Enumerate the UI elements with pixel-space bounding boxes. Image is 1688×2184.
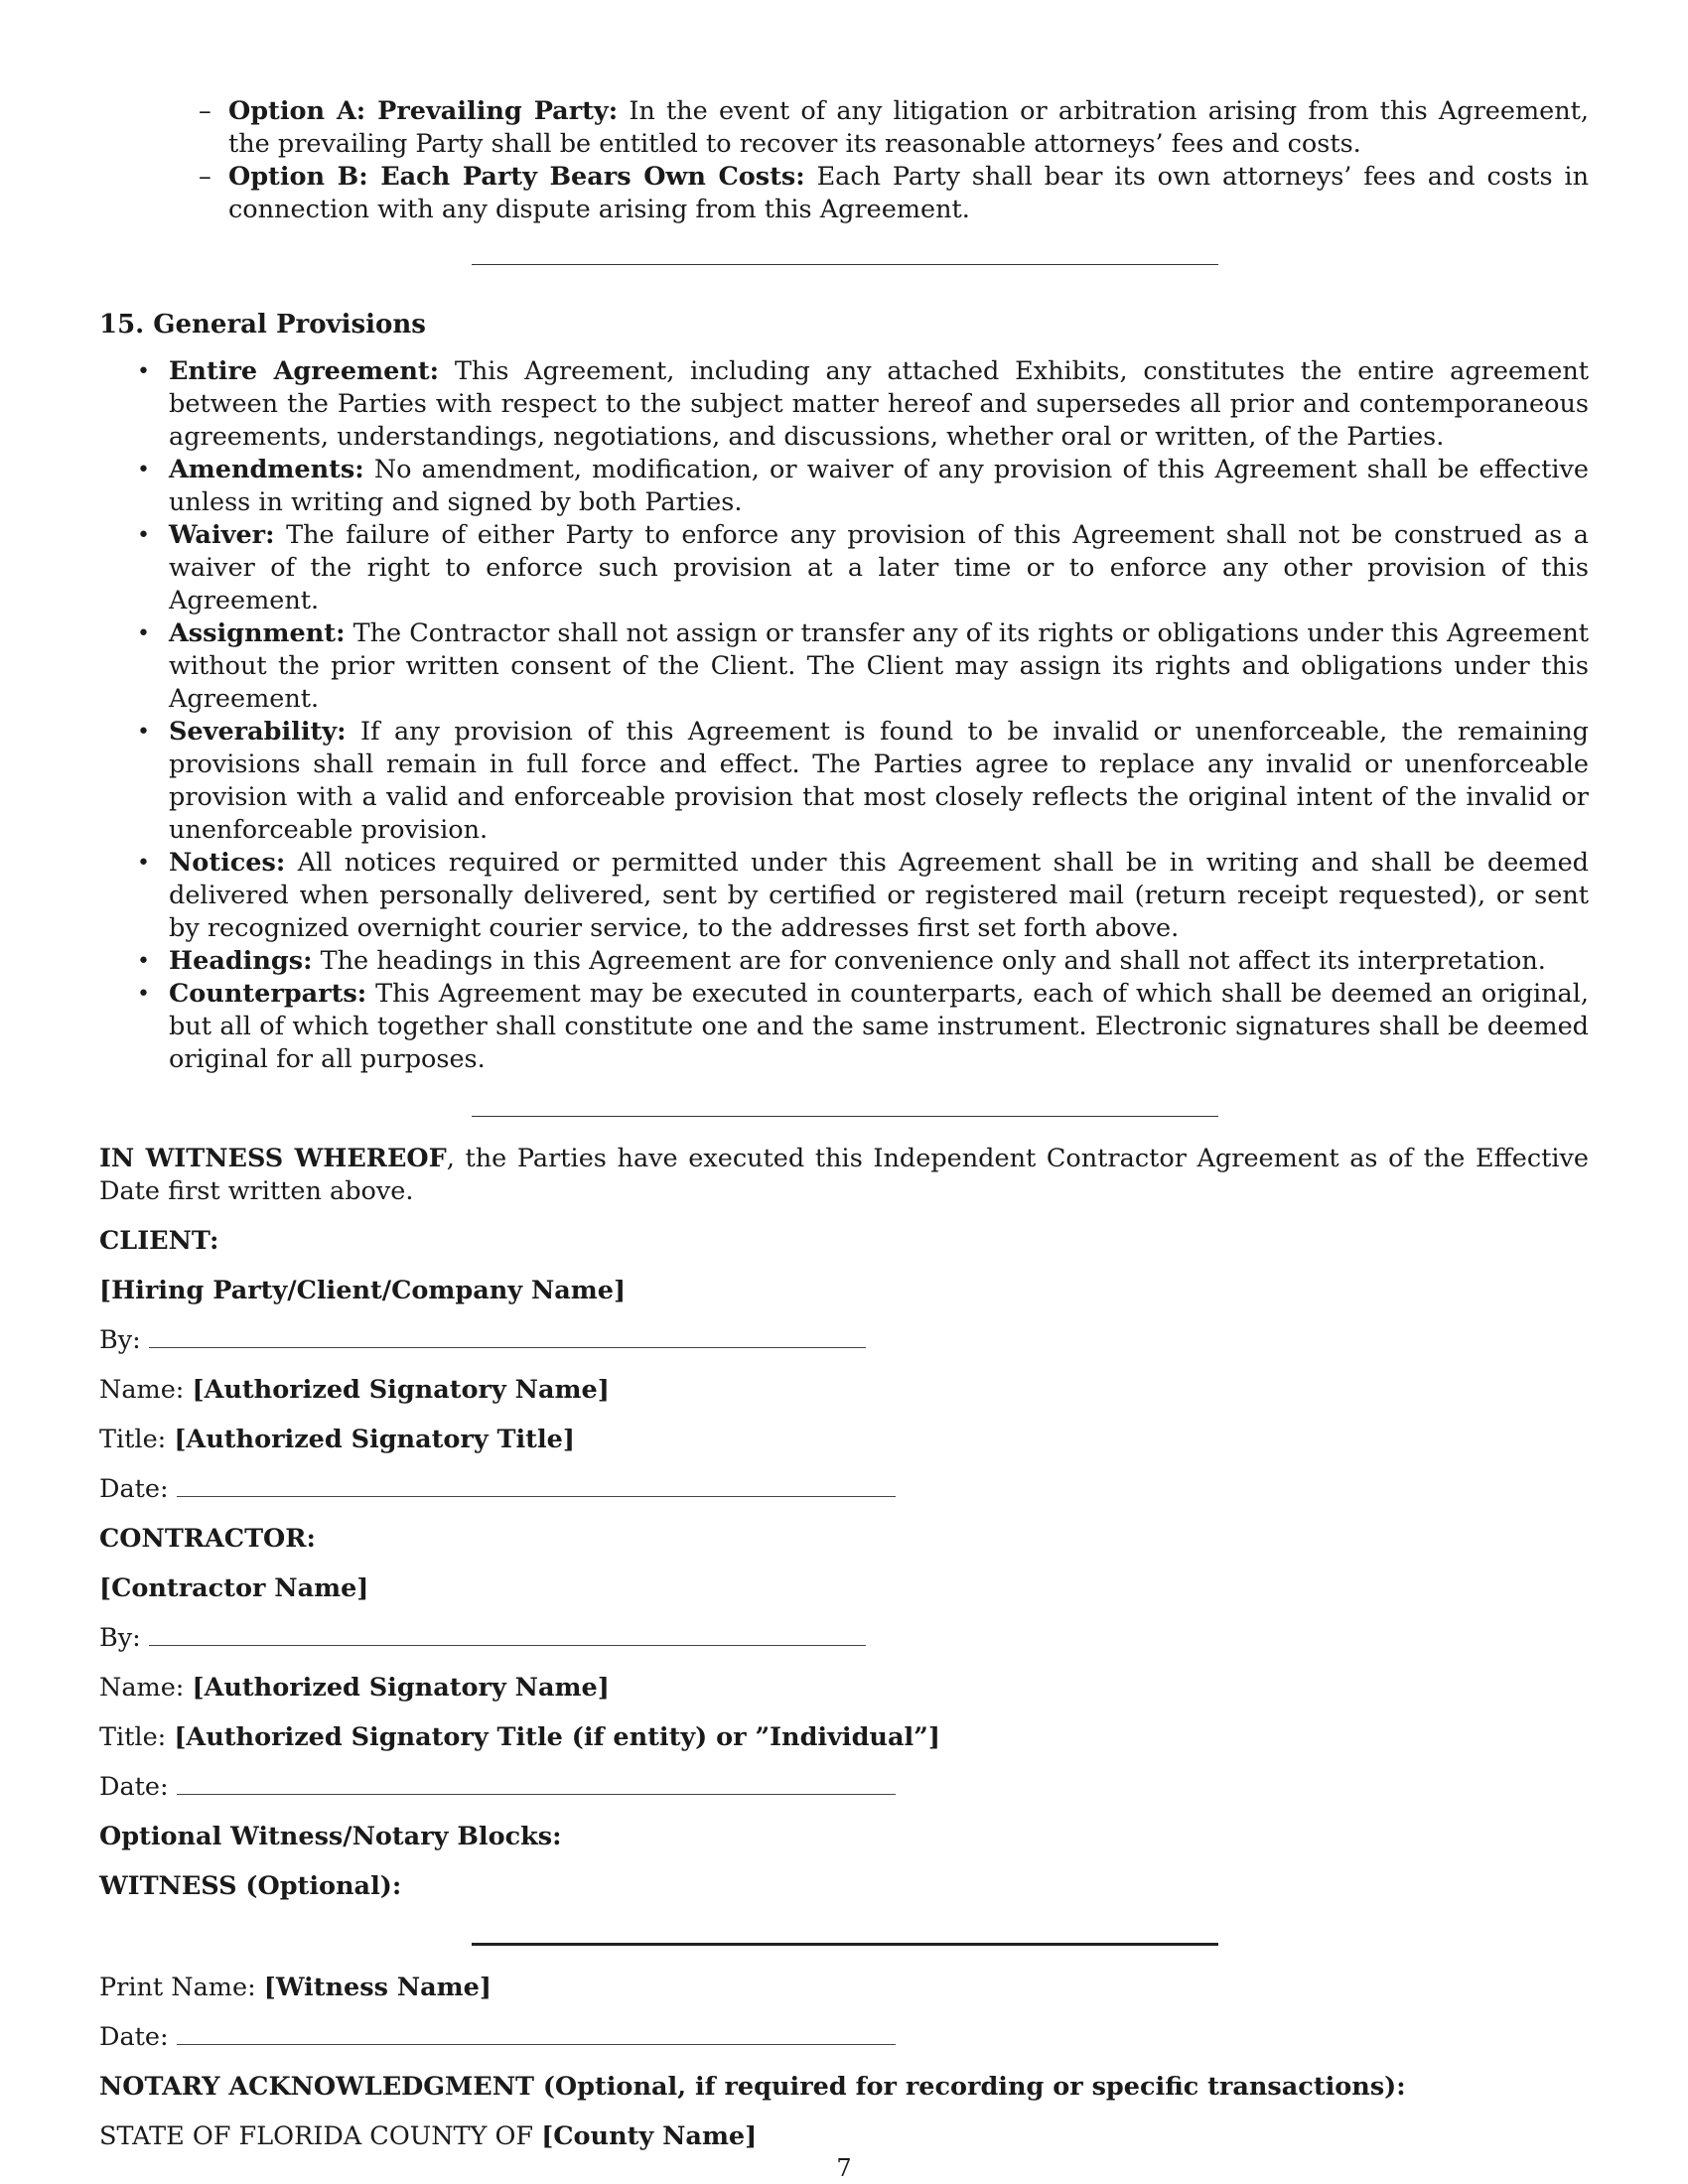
option-a: – Option A: Prevailing Party: In the event of any litigation or arbitration arising from this Agreement, the prevailing Party shall be entitled to recover its reasonable attorneys’ fees and costs. [199, 96, 1590, 159]
witness-print-name-label: Print Name: [99, 1973, 256, 2002]
witness-clause [99, 1143, 1589, 1208]
provision-notices: • Notices: All notices required or permitted under this Agreement shall be in writing and shall be deemed delivered when personally delivered, sent by certified or registered mail (return receipt requested), or sent by recognized overnight courier service, to the addresses first set forth above. [137, 848, 1589, 943]
witness-date-line[interactable] [177, 2022, 896, 2045]
provision-amendments: • Amendments: No amendment, modification, or waiver of any provision of this Agreement shall be effective unless in writing and signed by both Parties. [137, 455, 1589, 517]
contractor-name-row [99, 1672, 1589, 1705]
contractor-title-label: Title: [99, 1722, 167, 1752]
contractor-by-row [99, 1622, 1589, 1655]
client-heading: CLIENT: [99, 1226, 219, 1256]
page-number: 7 [836, 2154, 852, 2182]
client-title-row [99, 1424, 1589, 1456]
provision-assignment: • Assignment: The Contractor shall not assign or transfer any of its rights or obligations under this Agreement without the prior written consent of the Client. The Client may assign its rights and obligations under this Agreement. [137, 618, 1590, 714]
attorney-fees-options [99, 95, 1589, 226]
provision-headings: • Headings: The headings in this Agreement are for convenience only and shall not affect its interpretation. [137, 946, 1546, 976]
document-page [99, 95, 1589, 2153]
contractor-signature-block [99, 1523, 1589, 1804]
client-title-label: Title: [99, 1425, 167, 1454]
contractor-by-label: By: [99, 1623, 141, 1653]
client-name-row [99, 1374, 1589, 1407]
provision-waiver: • Waiver: The failure of either Party to enforce any provision of this Agreement shall not be construed as a waiver of the right to enforce such provision at a later time or to enforce any other provision of this Agreement. [137, 520, 1590, 615]
notary-county-placeholder: [County Name] [541, 2121, 758, 2151]
client-date-label: Date: [99, 1474, 169, 1504]
provision-severability: • Severability: If any provision of this Agreement is found to be invalid or unenforceable, the remaining provisions shall remain in full force and effect. The Parties agree to replace any invalid or unenforceable provision with a valid and enforceable provision that most closely reflects the original intent of the invalid or unenforceable provision. [137, 717, 1590, 845]
option-b-label: Option B: Each Party Bears Own Costs: [228, 162, 805, 192]
contractor-name-label: Name: [99, 1673, 185, 1703]
client-date-row [99, 1473, 1589, 1506]
witness-heading: WITNESS (Optional): [99, 1871, 402, 1901]
section-divider [472, 264, 1218, 265]
client-party-name: [Hiring Party/Client/Company Name] [99, 1276, 627, 1305]
client-name-label: Name: [99, 1375, 185, 1405]
section-15-title: 15. General Provisions [99, 310, 426, 340]
provision-entire-agreement: • Entire Agreement: This Agreement, including any attached Exhibits, constitutes the entire agreement between the Parties with respect to the subject matter hereof and supersedes all prior and contemporaneous agreements, understandings, negotiations, and discussions, whether oral or written, of the Parties. [137, 356, 1589, 452]
section-divider [472, 1116, 1218, 1117]
client-title-placeholder: [Authorized Signatory Title] [174, 1425, 575, 1454]
option-a-text: In the event of any litigation or arbitration arising from this Agreement, the prevailing Party shall be entitled to recover its reasonable attorneys’ fees and costs. [228, 96, 1590, 159]
contractor-heading: CONTRACTOR: [99, 1524, 316, 1554]
contractor-date-label: Date: [99, 1772, 169, 1802]
general-provisions-list [99, 355, 1589, 1076]
optional-blocks-heading: Optional Witness/Notary Blocks: [99, 1822, 562, 1851]
option-b-text: Each Party shall bear its own attorneys’ fees and costs in connection with any dispute arising from this Agreement. [228, 162, 1590, 224]
client-signature-block [99, 1225, 1589, 1506]
client-by-row [99, 1324, 1589, 1357]
option-b: – Option B: Each Party Bears Own Costs: Each Party shall bear its own attorneys’ fees and costs in connection with any dispute arising from this Agreement. [199, 162, 1590, 224]
client-date-line[interactable] [177, 1474, 896, 1497]
provision-counterparts: • Counterparts: This Agreement may be executed in counterparts, each of which shall be deemed an original, but all of which together shall constitute one and the same instrument. Electronic signatures shall be deemed original for all purposes. [137, 979, 1589, 1074]
witness-signature-line[interactable] [472, 1943, 1218, 1946]
notary-state-county-row [99, 2120, 1589, 2153]
witness-clause-text: , the Parties have executed this Independent Contractor Agreement as of the Effective Date first written above. [99, 1144, 1590, 1206]
witness-date-label: Date: [99, 2022, 169, 2052]
witness-clause-lead: IN WITNESS WHEREOF [99, 1144, 447, 1173]
notary-heading: NOTARY ACKNOWLEDGMENT (Optional, if required for recording or specific transactions): [99, 2072, 1406, 2102]
client-signature-line[interactable] [149, 1325, 866, 1348]
witness-name-placeholder: [Witness Name] [263, 1973, 492, 2002]
notary-state-county-text: STATE OF FLORIDA COUNTY OF [99, 2121, 534, 2151]
option-a-label: Option A: Prevailing Party: [228, 96, 619, 126]
client-name-placeholder: [Authorized Signatory Name] [192, 1375, 610, 1405]
contractor-party-name: [Contractor Name] [99, 1573, 369, 1603]
optional-blocks [99, 1821, 1589, 2153]
witness-date-row [99, 2021, 1589, 2054]
contractor-title-placeholder: [Authorized Signatory Title (if entity) or ”Individual”] [174, 1722, 940, 1752]
witness-print-name-row [99, 1972, 1589, 2004]
contractor-name-placeholder: [Authorized Signatory Name] [192, 1673, 610, 1703]
contractor-date-line[interactable] [177, 1772, 896, 1795]
contractor-date-row [99, 1771, 1589, 1804]
contractor-signature-line[interactable] [149, 1623, 866, 1646]
client-by-label: By: [99, 1325, 141, 1355]
contractor-title-row [99, 1721, 1589, 1754]
